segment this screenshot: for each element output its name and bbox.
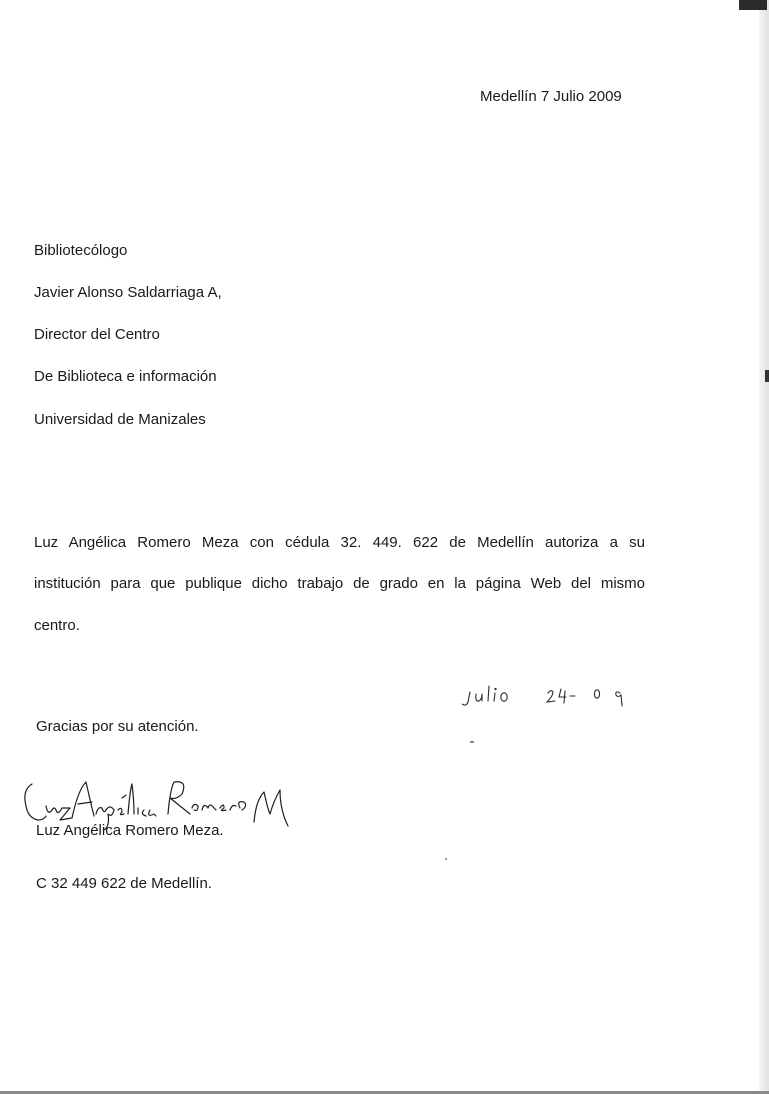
scan-corner-mark bbox=[739, 0, 767, 10]
handwritten-date-note bbox=[462, 684, 632, 714]
body-line-3: centro. bbox=[34, 617, 80, 634]
recipient-position: Director del Centro bbox=[34, 326, 160, 343]
signer-id: C 32 449 622 de Medellín. bbox=[36, 875, 212, 892]
recipient-department: De Biblioteca e información bbox=[34, 368, 217, 385]
recipient-name: Javier Alonso Saldarriaga A, bbox=[34, 284, 222, 301]
recipient-institution: Universidad de Manizales bbox=[34, 411, 206, 428]
body-line-2: institución para que publique dicho trabajo de grado en la página Web del mismo bbox=[34, 575, 645, 592]
letter-date: Medellín 7 Julio 2009 bbox=[480, 88, 622, 105]
scan-side-mark bbox=[765, 370, 769, 382]
closing-line: Gracias por su atención. bbox=[36, 718, 199, 735]
scan-speck bbox=[445, 858, 447, 860]
body-line-1: Luz Angélica Romero Meza con cédula 32. 449. 622 de Medellín autoriza a su bbox=[34, 534, 645, 551]
scan-edge-right bbox=[759, 0, 769, 1094]
signer-name: Luz Angélica Romero Meza. bbox=[36, 822, 224, 839]
scan-speck bbox=[470, 741, 474, 743]
recipient-title: Bibliotecólogo bbox=[34, 242, 128, 259]
